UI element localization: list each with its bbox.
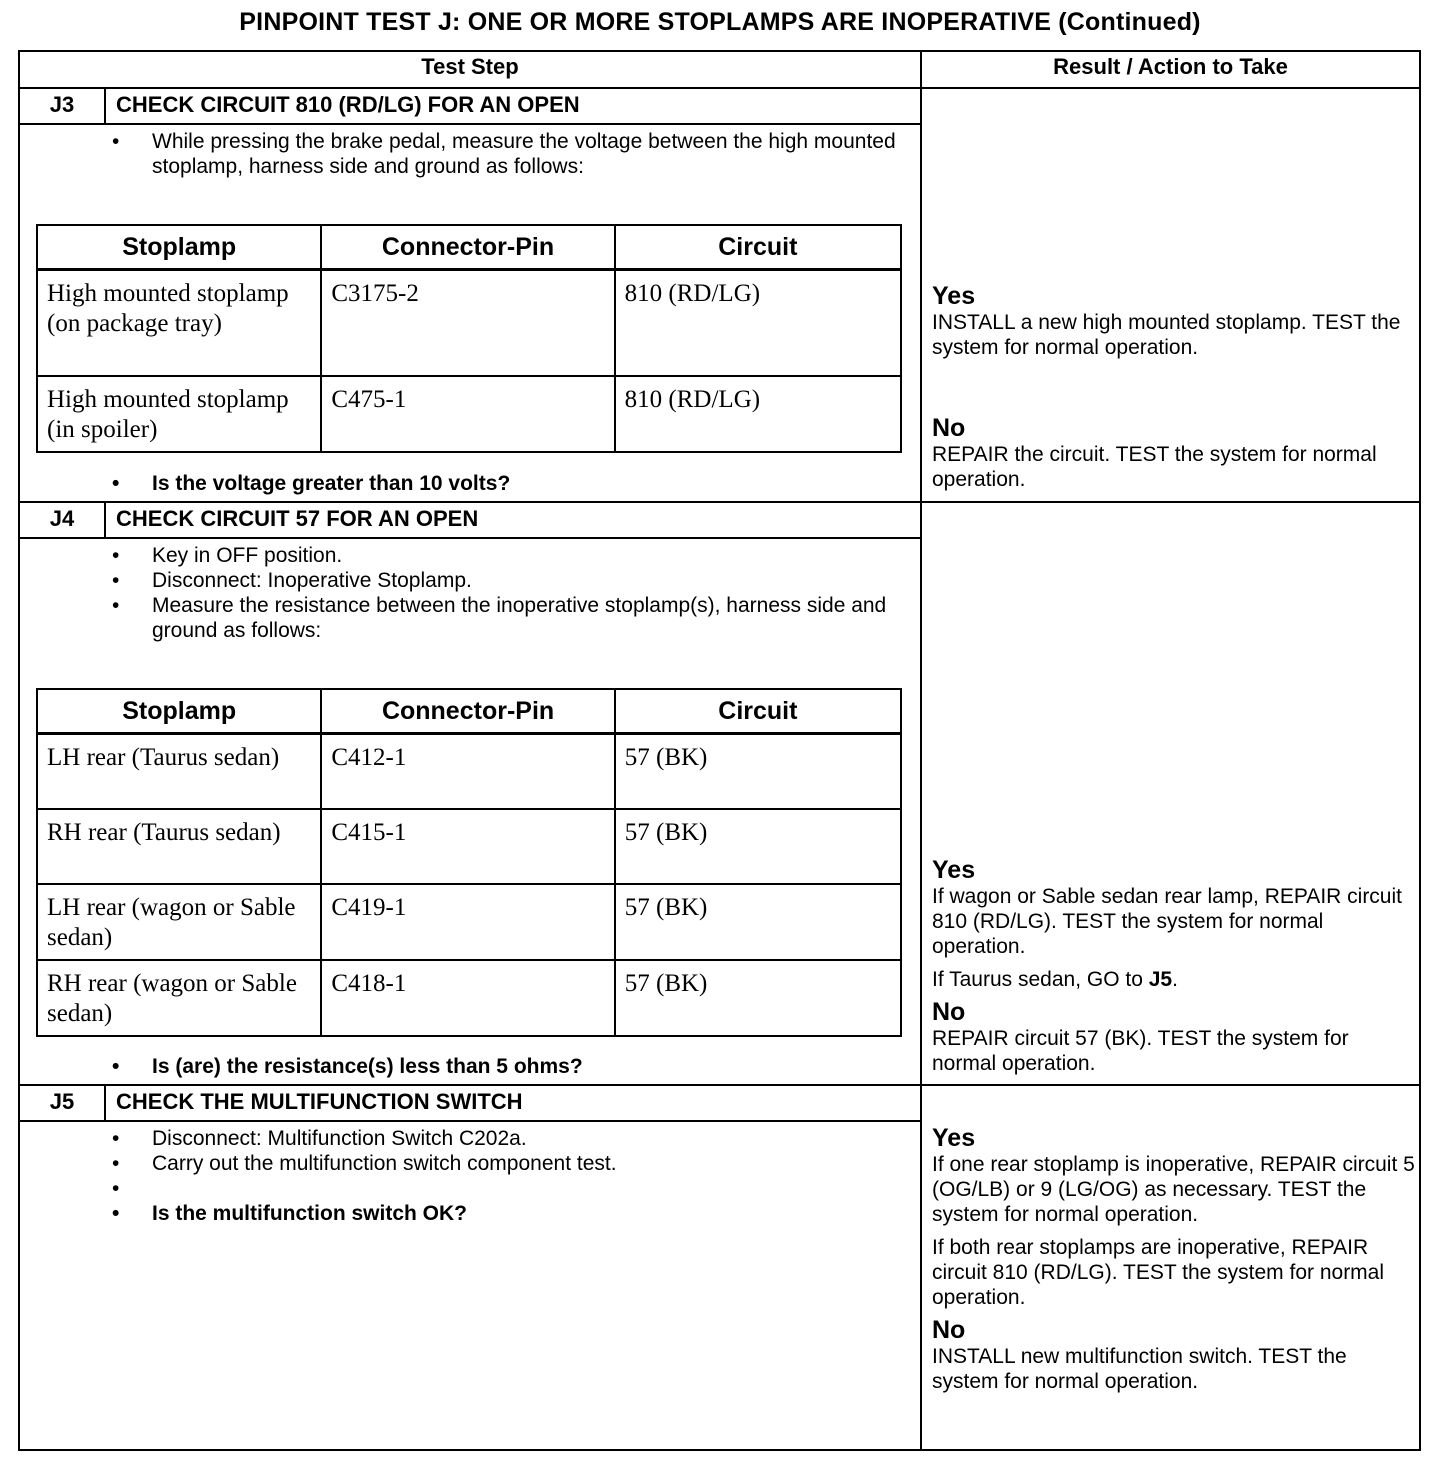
step-divider — [20, 1084, 1419, 1086]
cell-connector-pin: C475-1 — [321, 376, 614, 452]
step-j4-connector-table — [36, 688, 902, 1037]
cell-stoplamp: LH rear (wagon or Sable sedan) — [37, 884, 321, 960]
step-divider — [20, 501, 1419, 503]
instruction-item: • While pressing the brake pedal, measure the voltage between the high mounted stoplamp, harness side and ground as follows: — [112, 129, 902, 179]
instruction-item: • Carry out the multifunction switch component test. — [112, 1151, 902, 1176]
step-title-divider — [20, 537, 920, 539]
column-divider — [920, 52, 922, 1449]
step-j3-instructions — [112, 129, 902, 179]
step-title-divider — [20, 1120, 920, 1122]
step-id-separator — [104, 1086, 106, 1122]
cell-stoplamp: RH rear (Taurus sedan) — [37, 809, 321, 884]
result-j3 — [932, 282, 1418, 492]
spacer — [112, 1176, 902, 1201]
goto-step-link: J5 — [1148, 968, 1173, 991]
no-action: REPAIR the circuit. TEST the system for normal operation. — [932, 443, 1377, 491]
step-j3-connector-table — [36, 224, 902, 453]
header-result: Result / Action to Take — [1053, 54, 1288, 79]
step-id-j5: J5 — [49, 1089, 75, 1114]
question-item: • Is the voltage greater than 10 volts? — [112, 471, 902, 496]
cell-connector-pin: C3175-2 — [321, 270, 614, 376]
col-circuit: Circuit — [615, 225, 901, 270]
step-title-divider — [20, 123, 920, 125]
step-j4-instructions — [112, 543, 902, 643]
col-connector-pin: Connector-Pin — [321, 689, 614, 734]
yes-label: Yes — [932, 1124, 976, 1152]
col-stoplamp: Stoplamp — [37, 225, 321, 270]
no-label: No — [932, 998, 966, 1026]
yes-label: Yes — [932, 856, 976, 884]
yes-action-suffix: . — [1172, 968, 1178, 991]
page-title: PINPOINT TEST J: ONE OR MORE STOPLAMPS ARE INOPERATIVE (Continued) — [239, 8, 1201, 36]
instruction-item: • Disconnect: Inoperative Stoplamp. — [112, 568, 902, 593]
table-row — [37, 376, 901, 452]
cell-stoplamp: RH rear (wagon or Sable sedan) — [37, 960, 321, 1036]
no-action: INSTALL new multifunction switch. TEST the system for normal operation. — [932, 1345, 1347, 1393]
cell-circuit: 57 (BK) — [615, 884, 901, 960]
cell-connector-pin: C418-1 — [321, 960, 614, 1036]
table-row — [37, 270, 901, 376]
step-title-j5: CHECK THE MULTIFUNCTION SWITCH — [116, 1089, 523, 1114]
step-title-j4: CHECK CIRCUIT 57 FOR AN OPEN — [116, 506, 479, 531]
cell-connector-pin: C412-1 — [321, 734, 614, 809]
yes-action: If both rear stoplamps are inoperative, REPAIR circuit 810 (RD/LG). TEST the system for normal operation. — [932, 1236, 1385, 1309]
table-row — [37, 884, 901, 960]
step-id-separator — [104, 89, 106, 125]
question-item: • Is the multifunction switch OK? — [112, 1201, 902, 1226]
cell-stoplamp: High mounted stoplamp (in spoiler) — [37, 376, 321, 452]
instruction-item: • Measure the resistance between the inoperative stoplamp(s), harness side and ground as follows: — [112, 593, 902, 643]
step-title-j3: CHECK CIRCUIT 810 (RD/LG) FOR AN OPEN — [116, 92, 580, 117]
step-id-separator — [104, 503, 106, 539]
step-id-j3: J3 — [49, 92, 75, 117]
result-j5 — [932, 1124, 1418, 1394]
cell-circuit: 57 (BK) — [615, 960, 901, 1036]
yes-action-taurus — [932, 967, 1418, 992]
col-circuit: Circuit — [615, 689, 901, 734]
cell-circuit: 57 (BK) — [615, 809, 901, 884]
step-j4-question — [112, 1054, 902, 1079]
no-label: No — [932, 1316, 966, 1344]
pinpoint-test-table — [18, 50, 1421, 1451]
cell-stoplamp: High mounted stoplamp (on package tray) — [37, 270, 321, 376]
cell-connector-pin: C419-1 — [321, 884, 614, 960]
yes-action: If one rear stoplamp is inoperative, REPAIR circuit 5 (OG/LB) or 9 (LG/OG) as necessary. TEST the system for normal operation. — [932, 1153, 1415, 1226]
instruction-item: • Key in OFF position. — [112, 543, 902, 568]
yes-action: If wagon or Sable sedan rear lamp, REPAIR circuit 810 (RD/LG). TEST the system for normal operation. — [932, 885, 1402, 958]
question-item: • Is (are) the resistance(s) less than 5 ohms? — [112, 1054, 902, 1079]
col-connector-pin: Connector-Pin — [321, 225, 614, 270]
yes-label: Yes — [932, 282, 976, 310]
step-j5-instructions — [112, 1126, 902, 1226]
header-divider — [20, 87, 1419, 89]
header-test-step: Test Step — [421, 54, 519, 79]
cell-circuit: 57 (BK) — [615, 734, 901, 809]
table-row — [37, 809, 901, 884]
col-stoplamp: Stoplamp — [37, 689, 321, 734]
result-j4 — [932, 856, 1418, 1076]
no-action: REPAIR circuit 57 (BK). TEST the system for normal operation. — [932, 1027, 1349, 1075]
yes-action: INSTALL a new high mounted stoplamp. TEST the system for normal operation. — [932, 311, 1401, 359]
yes-action-prefix: If Taurus sedan, GO to — [932, 968, 1149, 991]
step-id-j4: J4 — [49, 506, 75, 531]
instruction-item: • Disconnect: Multifunction Switch C202a. — [112, 1126, 902, 1151]
table-row — [37, 734, 901, 809]
cell-stoplamp: LH rear (Taurus sedan) — [37, 734, 321, 809]
no-label: No — [932, 414, 966, 442]
step-j3-question — [112, 471, 902, 496]
cell-circuit: 810 (RD/LG) — [615, 270, 901, 376]
cell-connector-pin: C415-1 — [321, 809, 614, 884]
table-row — [37, 960, 901, 1036]
cell-circuit: 810 (RD/LG) — [615, 376, 901, 452]
